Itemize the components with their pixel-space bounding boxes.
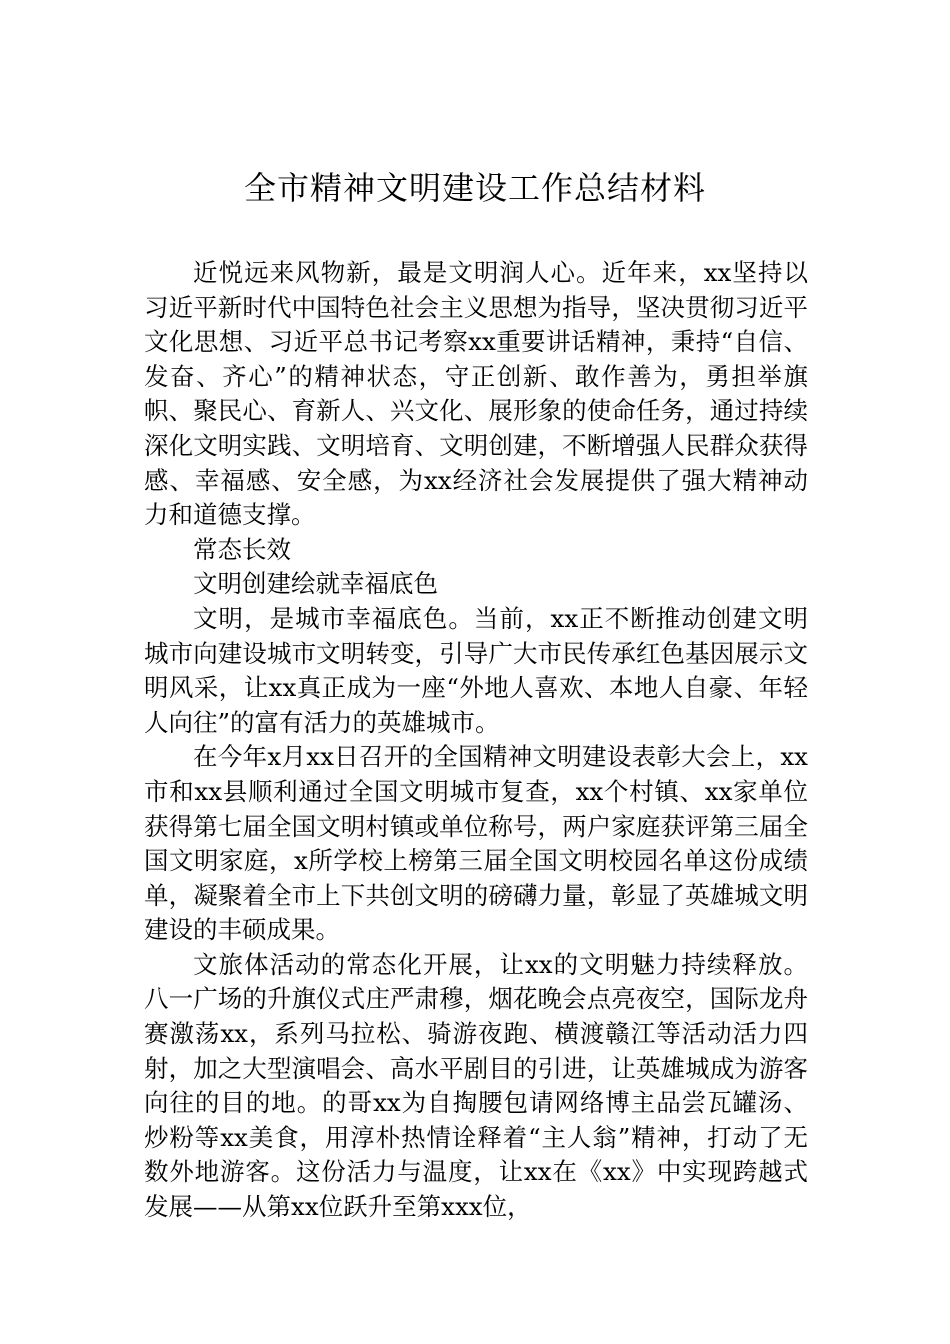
document-body (144, 256, 808, 1225)
paragraph-intro: 近悦远来风物新，最是文明润人心。近年来，xx坚持以习近平新时代中国特色社会主义思想为指导，坚决贯彻习近平文化思想、习近平总书记考察xx重要讲话精神，秉持“自信、发奋、齐心”的精神状态，守正创新、敢作善为，勇担举旗帜、聚民心、育新人、兴文化、展形象的使命任务，通过持续深化文明实践、文明培育、文明创建，不断增强人民群众获得感、幸福感、安全感，为xx经济社会发展提供了强大精神动力和道德支撑。 (144, 258, 808, 530)
section-subheading: 文明创建绘就幸福底色 (193, 569, 438, 599)
section-heading: 常态长效 (193, 534, 291, 564)
document-title: 全市精神文明建设工作总结材料 (243, 169, 706, 207)
paragraph-activities: 文旅体活动的常态化开展，让xx的文明魅力持续释放。八一广场的升旗仪式庄严肃穆，烟花晚会点亮夜空，国际龙舟赛激荡xx，系列马拉松、骑游夜跑、横渡赣江等活动活力四射，加之大型演唱会、高水平剧目的引进，让英雄城成为游客向往的目的地。的哥xx为自掏腰包请网络博主品尝瓦罐汤、炒粉等xx美食，用淳朴热情诠释着“主人翁”精神，打动了无数外地游客。这份活力与温度，让xx在《xx》中实现跨越式发展——从第xx位跃升至第xxx位， (144, 949, 808, 1222)
paragraph-civilization: 文明，是城市幸福底色。当前，xx正不断推动创建文明城市向建设城市文明转变，引导广大市民传承红色基因展示文明风采，让xx真正成为一座“外地人喜欢、本地人自豪、年轻人向往”的富有活力的英雄城市。 (144, 603, 808, 737)
paragraph-awards: 在今年x月xx日召开的全国精神文明建设表彰大会上，xx市和xx县顺利通过全国文明城市复查，xx个村镇、xx家单位获得第七届全国文明村镇或单位称号，两户家庭获评第三届全国文明家庭，x所学校上榜第三届全国文明校园名单这份成绩单，凝聚着全市上下共创文明的磅礴力量，彰显了英雄城文明建设的丰硕成果。 (144, 742, 808, 945)
